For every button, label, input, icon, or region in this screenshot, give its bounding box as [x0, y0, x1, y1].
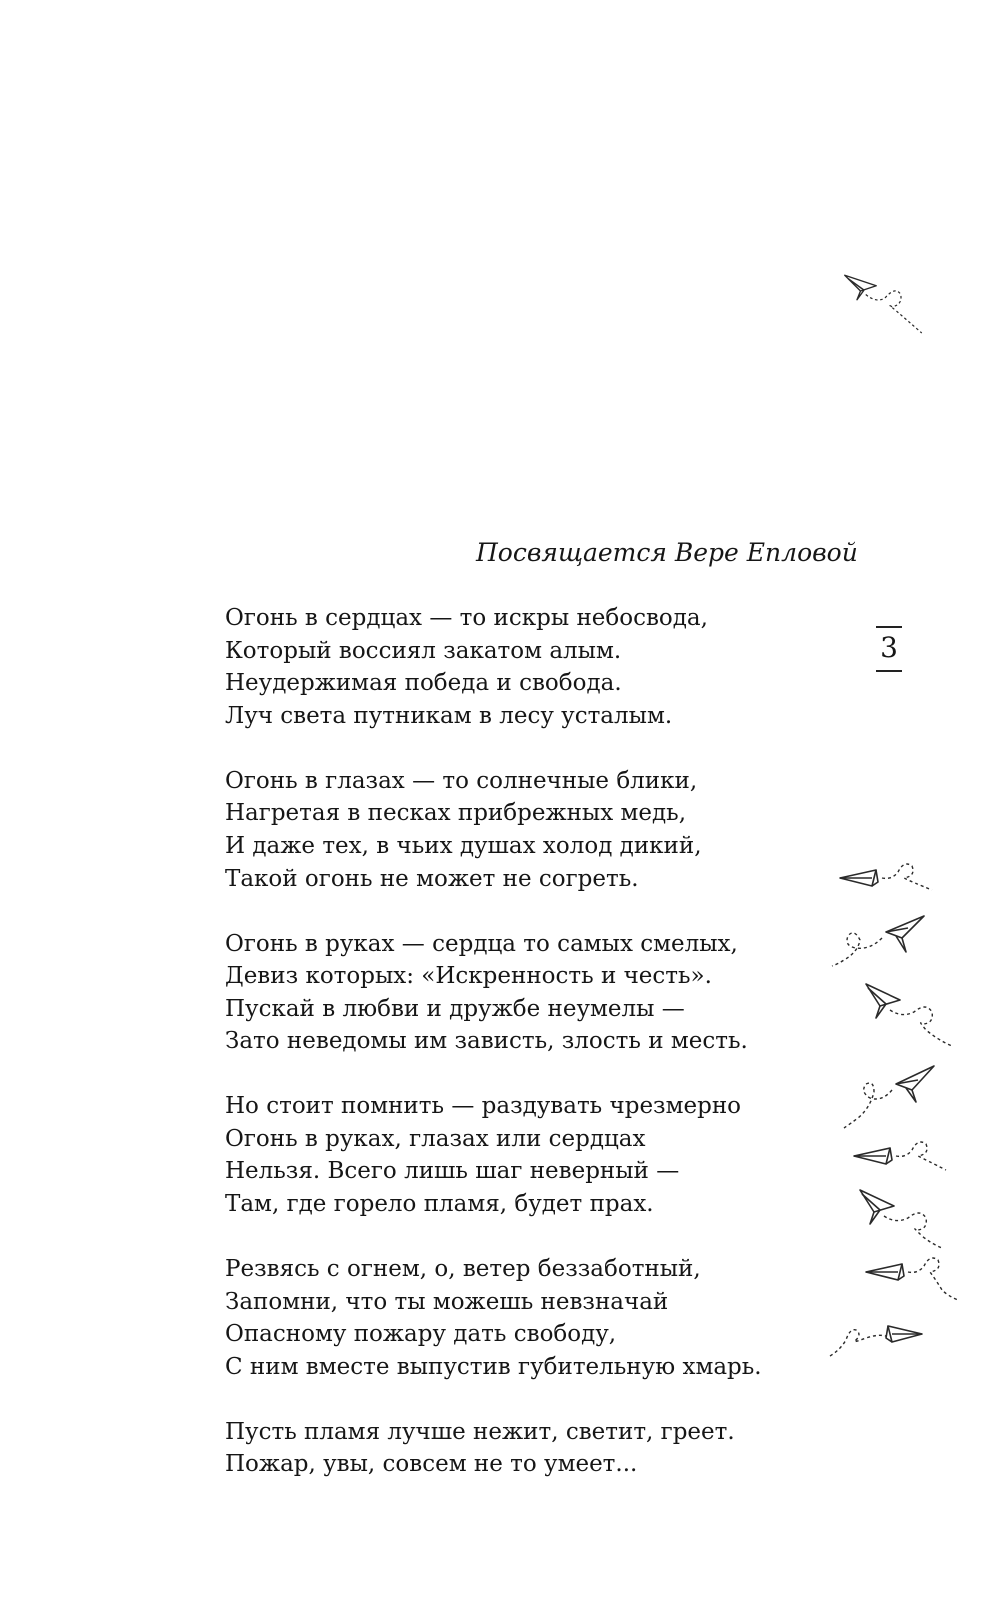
poem-line: Огонь в руках — сердца то самых смелых, — [225, 930, 738, 957]
paper-plane-icon — [862, 980, 958, 1050]
poem-line: Девиз которых: «Искренность и честь». — [225, 963, 712, 990]
dedication: Посвящается Вере Епловой — [476, 538, 858, 567]
poem-line: Резвясь с огнем, о, ветер беззаботный, — [225, 1256, 701, 1283]
paper-plane-icon — [826, 1310, 926, 1360]
paper-plane-icon — [850, 1134, 950, 1178]
poem-line: Луч света путникам в лесу усталым. — [225, 702, 673, 729]
stanza — [225, 1253, 765, 1383]
paper-plane-icon — [826, 910, 936, 970]
poem-line: Нельзя. Всего лишь шаг неверный — — [225, 1158, 680, 1185]
poem-line: Пожар, увы, совсем не то умеет... — [225, 1451, 638, 1478]
stanza — [225, 1416, 765, 1481]
stanza — [225, 1090, 765, 1220]
paper-plane-icon — [840, 1062, 940, 1132]
poem-line: Такой огонь не может не согреть. — [225, 865, 639, 892]
paper-plane-icon — [840, 270, 930, 340]
stanza — [225, 602, 765, 732]
poem-line: Огонь в сердцах — то искры небосвода, — [225, 605, 708, 631]
paper-plane-icon — [836, 856, 936, 900]
poem-line: И даже тех, в чьих душах холод дикий, — [225, 832, 702, 859]
poem-line: Который воссиял закатом алым. — [225, 637, 622, 664]
poem-line: Пусть пламя лучше нежит, светит, греет. — [225, 1418, 735, 1445]
poem-line: Опасному пожару дать свободу, — [225, 1321, 617, 1348]
poem-line: Пускай в любви и дружбе неумелы — — [225, 995, 685, 1022]
poem-line: Огонь в глазах — то солнечные блики, — [225, 767, 698, 794]
paper-plane-icon — [862, 1252, 962, 1302]
paper-plane-icon — [856, 1186, 946, 1252]
poem-line: Там, где горело пламя, будет прах. — [225, 1191, 654, 1218]
poem-line: С ним вместе выпустив губительную хмарь. — [225, 1353, 762, 1380]
poem-line: Запомни, что ты можешь невзначай — [225, 1288, 669, 1315]
page-number: 3 — [876, 626, 902, 672]
poem-line: Зато неведомы им зависть, злость и месть. — [225, 1028, 748, 1055]
stanza — [225, 928, 765, 1058]
poem-line: Огонь в руках, глазах или сердцах — [225, 1125, 646, 1152]
poem-line: Неудержимая победа и свобода. — [225, 670, 622, 697]
stanza — [225, 765, 765, 895]
poem-line: Нагретая в песках прибрежных медь, — [225, 800, 686, 827]
poem — [225, 602, 765, 1513]
poem-line: Но стоит помнить — раздувать чрезмерно — [225, 1093, 742, 1120]
